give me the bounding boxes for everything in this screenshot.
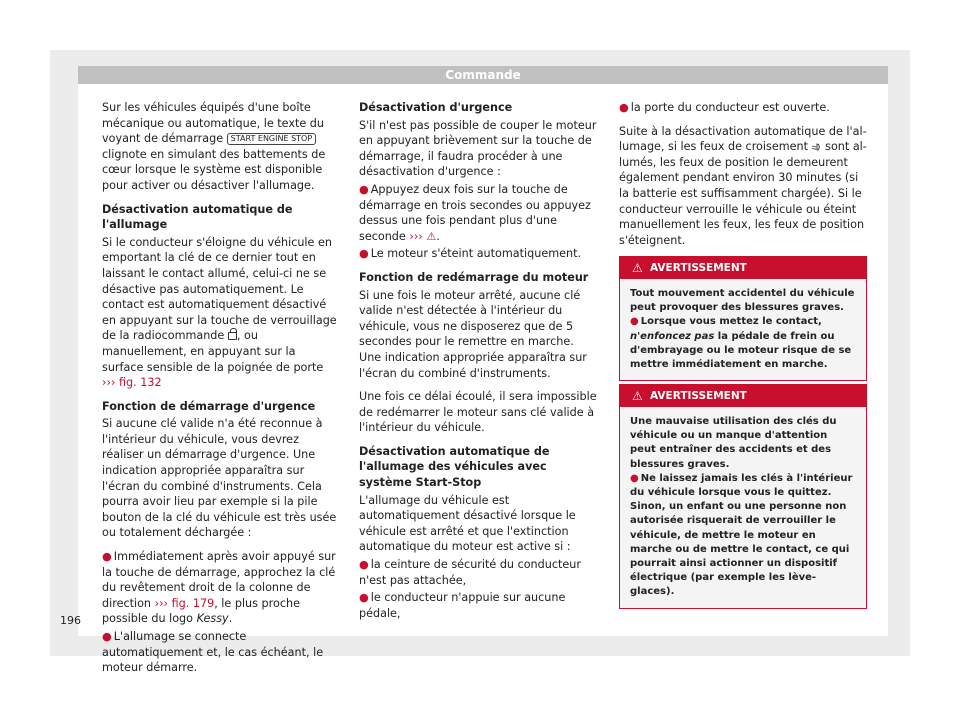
bullet-icon: ● [359, 247, 369, 261]
heading-auto-deactivation: Désactivation automatique de l'allumage [102, 202, 293, 232]
bullet-icon: ● [102, 630, 112, 643]
warning-text: Tout mouvement accidentel du véhicule peut provoquer des blessures graves. [630, 288, 855, 314]
paragraph: Si une fois le moteur arrêté, aucune clé valide n'est détectée à l'intérieur du véhicule, vous ne disposerez que de 5 secondes pour le remettre en marche. Une indication appropriée apparaîtra sur l'écran du combiné d'instruments. [359, 288, 587, 380]
page-number: 196 [60, 614, 81, 627]
bullet-icon: ● [359, 182, 369, 196]
paragraph: Sur les véhicules équipés d'une boîte mécanique ou automatique, le texte du voyant de démarrage START ENGINE STOP clignote en simulant des battements de cœur lorsque le système est disponible pour activer ou désactiver l'allumage. [102, 101, 326, 192]
list-item: ● L'allumage se connecte automatiquement et, le cas échéant, le moteur démarre. [102, 630, 324, 675]
warning-box-1 [619, 256, 867, 381]
bullet-icon: ● [359, 591, 369, 605]
warning-icon: ⚠ [632, 261, 643, 275]
paragraph: Si le conducteur s'éloigne du véhicule en emportant la clé de ce dernier tout en laissant le contact allumé, celui-ci ne se désactive pas automatiquement. Le contact est automatiquement désactivé en appuyant sur la touche de verrouillage de la radiocommande , ou manuellement, en appuyant sur la surface sensible de la poignée de porte ››› fig. 132 [102, 235, 337, 390]
warning-box-2 [619, 384, 867, 609]
paragraph: Une fois ce délai écoulé, il sera impossible de redémarrer le moteur sans clé valide à l'intérieur du véhicule. [359, 390, 597, 435]
bullet-icon: ● [359, 558, 369, 572]
warning-icon: ⚠ [426, 229, 437, 243]
paragraph: Suite à la désactivation automatique de l'allumage, si les feux de croisement sont allumés, les feux de position le demeurent également pendant environ 30 minutes (si la batterie est suffisamment chargée). Si le conducteur verrouille le véhicule ou éteint manuellement les feux, les feux de position s'éteignent. [619, 124, 867, 247]
column-2 [359, 100, 599, 623]
heading-restart-function: Fonction de redémarrage du moteur [359, 270, 589, 284]
fig-link[interactable]: ››› fig. 179 [154, 596, 215, 610]
manual-page [78, 66, 888, 675]
list-item: ● Immédiatement après avoir appuyé sur la touche de démarrage, approchez la clé du revêtement droit de la colonne de direction ››› fig. 179, le plus proche possible du logo Kessy. [102, 550, 336, 626]
fig-link[interactable]: ››› fig. 132 [102, 376, 162, 390]
section-header: Commande [78, 66, 888, 84]
list-item: ● la ceinture de sécurité du conducteur n'est pas attachée, [359, 558, 581, 587]
list-item: ● Ne laissez jamais les clés à l'intérieur du véhicule lorsque vous le quittez. Sinon, un enfant ou une personne non autorisée risquerait de verrouiller le véhicule, de mettre le moteur en marche ou de mettre le contact, ce qui pourrait ainsi actionner un dispositif électrique (par exemple les lève-glaces). [630, 472, 853, 598]
warning-body [620, 407, 866, 608]
lock-icon [228, 332, 237, 340]
low-beam-icon [812, 143, 822, 151]
warning-text: Une mauvaise utilisation des clés du véhicule ou un manque d'attention peut entraîner des accidents et des blessures graves. [630, 416, 837, 470]
warning-header: ⚠ AVERTISSEMENT [620, 257, 866, 279]
list-item: ● Le moteur s'éteint automatiquement. [359, 247, 582, 261]
bullet-icon: ● [630, 472, 639, 484]
heading-emergency-deactivation: Désactivation d'urgence [359, 101, 513, 114]
paragraph: Si aucune clé valide n'a été reconnue à l'intérieur du véhicule, vous devrez réaliser un démarrage d'urgence. Une indication appropriée apparaîtra sur l'écran du combiné d'instruments. Cela pourra avoir lieu par exemple si la pile bouton de la clé du véhicule est très usée ou totalement déchargée : [102, 417, 337, 540]
paragraph: S'il n'est pas possible de couper le moteur en appuyant brièvement sur la touche de démarrage, il faudra procéder à une désactivation d'urgence : [359, 118, 597, 179]
warning-body [620, 279, 866, 380]
warning-link[interactable]: ››› [409, 229, 423, 243]
bullet-icon: ● [630, 316, 639, 328]
heading-start-stop: Désactivation automatique de l'allumage des véhicules avec système Start-Stop [359, 444, 550, 490]
paragraph: L'allumage du véhicule est automatiquement désactivé lorsque le véhicule est arrêté et que l'extinction automatique du moteur est active si : [359, 493, 576, 554]
heading-emergency-start: Fonction de démarrage d'urgence [102, 399, 316, 413]
list-item: ● le conducteur n'appuie sur aucune pédale, [359, 591, 566, 620]
list-item: ● la porte du conducteur est ouverte. [619, 101, 830, 114]
bullet-icon: ● [102, 550, 112, 564]
column-1 [102, 100, 340, 678]
list-item: ● Appuyez deux fois sur la touche de démarrage en trois secondes ou appuyez dessus une fois pendant plus d'une seconde ››› ⚠. [359, 182, 591, 243]
list-item: ● Lorsque vous mettez le contact, n'enfoncez pas la pédale de frein ou d'embrayage ou le moteur risque de se mettre immédiatement en marche. [630, 316, 852, 371]
bullet-icon: ● [619, 101, 629, 114]
column-3 [619, 100, 867, 256]
start-engine-stop-key: START ENGINE STOP [227, 133, 317, 145]
warning-icon: ⚠ [632, 389, 643, 403]
warning-header: ⚠ AVERTISSEMENT [620, 385, 866, 407]
